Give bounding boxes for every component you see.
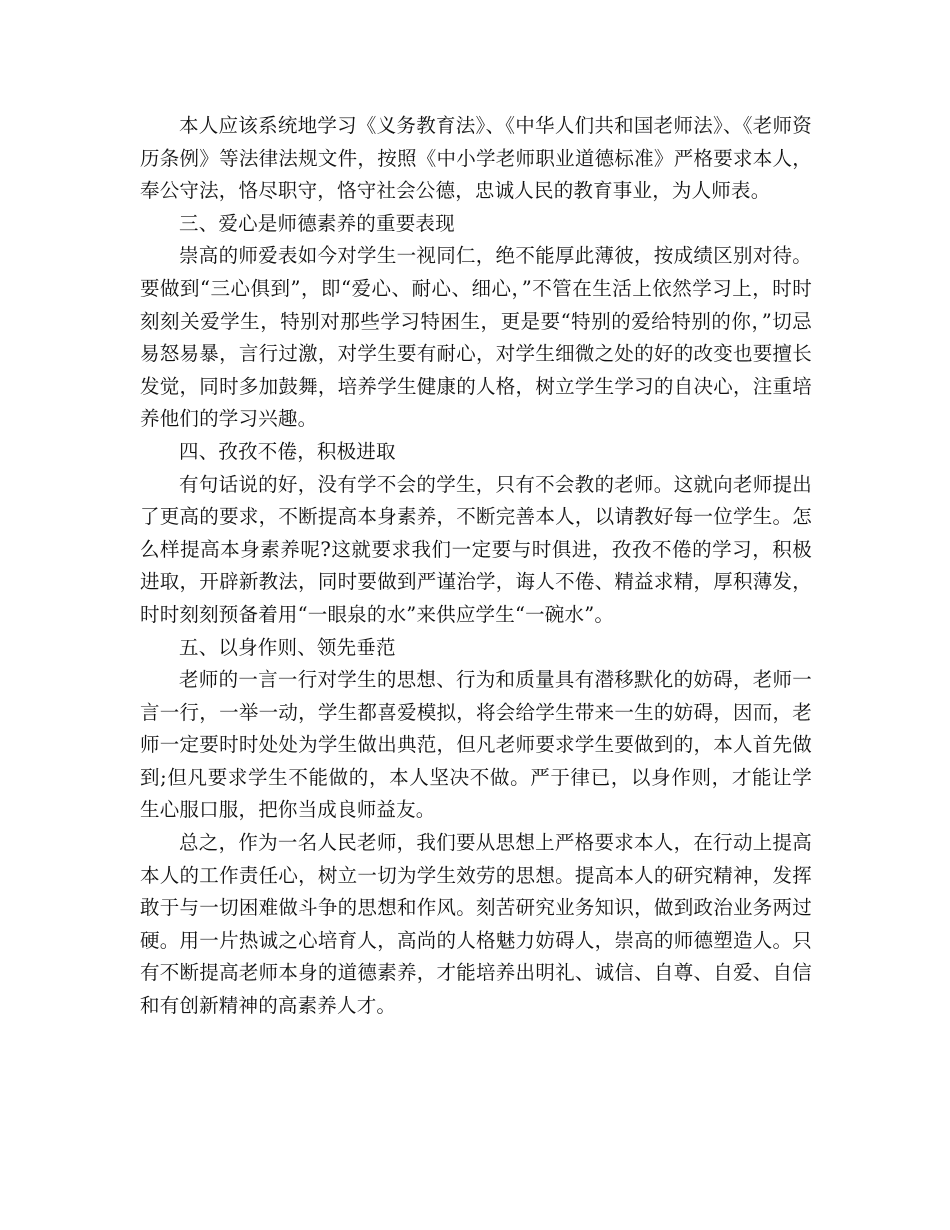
paragraph-continuous-learning: 有句话说的好，没有学不会的学生，只有不会教的老师。这就向老师提出了更高的要求，不断提高本身素养，不断完善本人，以请教好每一位学生。怎么样提高本身素养呢?这就要求我们一定要与时俱进，孜孜不倦的学习，积极进取，开辟新教法，同时要做到严谨治学，诲人不倦、精益求精，厚积薄发，时时刻刻预备着用“一眼泉的水”来供应学生“一碗水”。 bbox=[140, 472, 812, 626]
paragraph-love-for-students: 崇高的师爱表如今对学生一视同仁，绝不能厚此薄彼，按成绩区别对待。要做到“三心俱到”，即“爱心、耐心、细心，”不管在生活上依然学习上，时时刻刻关爱学生，特别对那些学习特困生，更是要“特别的爱给特别的你，”切忌易怒易暴，言行过激，对学生要有耐心，对学生细微之处的好的改变也要擅长发觉，同时多加鼓舞，培养学生健康的人格，树立学生学习的自决心，注重培养他们的学习兴趣。 bbox=[140, 244, 812, 431]
paragraph-lead-by-example: 老师的一言一行对学生的思想、行为和质量具有潜移默化的妨碍，老师一言一行，一举一动，学生都喜爱模拟，将会给学生带来一生的妨碍，因而，老师一定要时时处处为学生做出典范，但凡老师要求学生要做到的，本人首先做到;但凡要求学生不能做的，本人坚决不做。严于律已，以身作则，才能让学生心服口服，把你当成良师益友。 bbox=[140, 668, 812, 822]
section-heading-five: 五、以身作则、领先垂范 bbox=[179, 635, 396, 659]
section-heading-four: 四、孜孜不倦，积极进取 bbox=[179, 439, 396, 463]
section-heading-three: 三、爱心是师德素养的重要表现 bbox=[179, 211, 455, 235]
paragraph-legal-study: 本人应该系统地学习《义务教育法》、《中华人们共和国老师法》、《老师资历条例》等法律法规文件，按照《中小学老师职业道德标准》严格要求本人，奉公守法，恪尽职守，恪守社会公德，忠诚人民的教育事业，为人师表。 bbox=[140, 114, 812, 203]
document-body bbox=[140, 110, 812, 1023]
paragraph-conclusion: 总之，作为一名人民老师，我们要从思想上严格要求本人，在行动上提高本人的工作责任心，树立一切为学生效劳的思想。提高本人的研究精神，发挥敢于与一切困难做斗争的思想和作风。刻苦研究业务知识，做到政治业务两过硬。用一片热诚之心培育人，高尚的人格魅力妨碍人，崇高的师德塑造人。只有不断提高老师本身的道德素养，才能培养出明礼、诚信、自尊、自爱、自信和有创新精神的高素养人才。 bbox=[140, 831, 812, 1018]
